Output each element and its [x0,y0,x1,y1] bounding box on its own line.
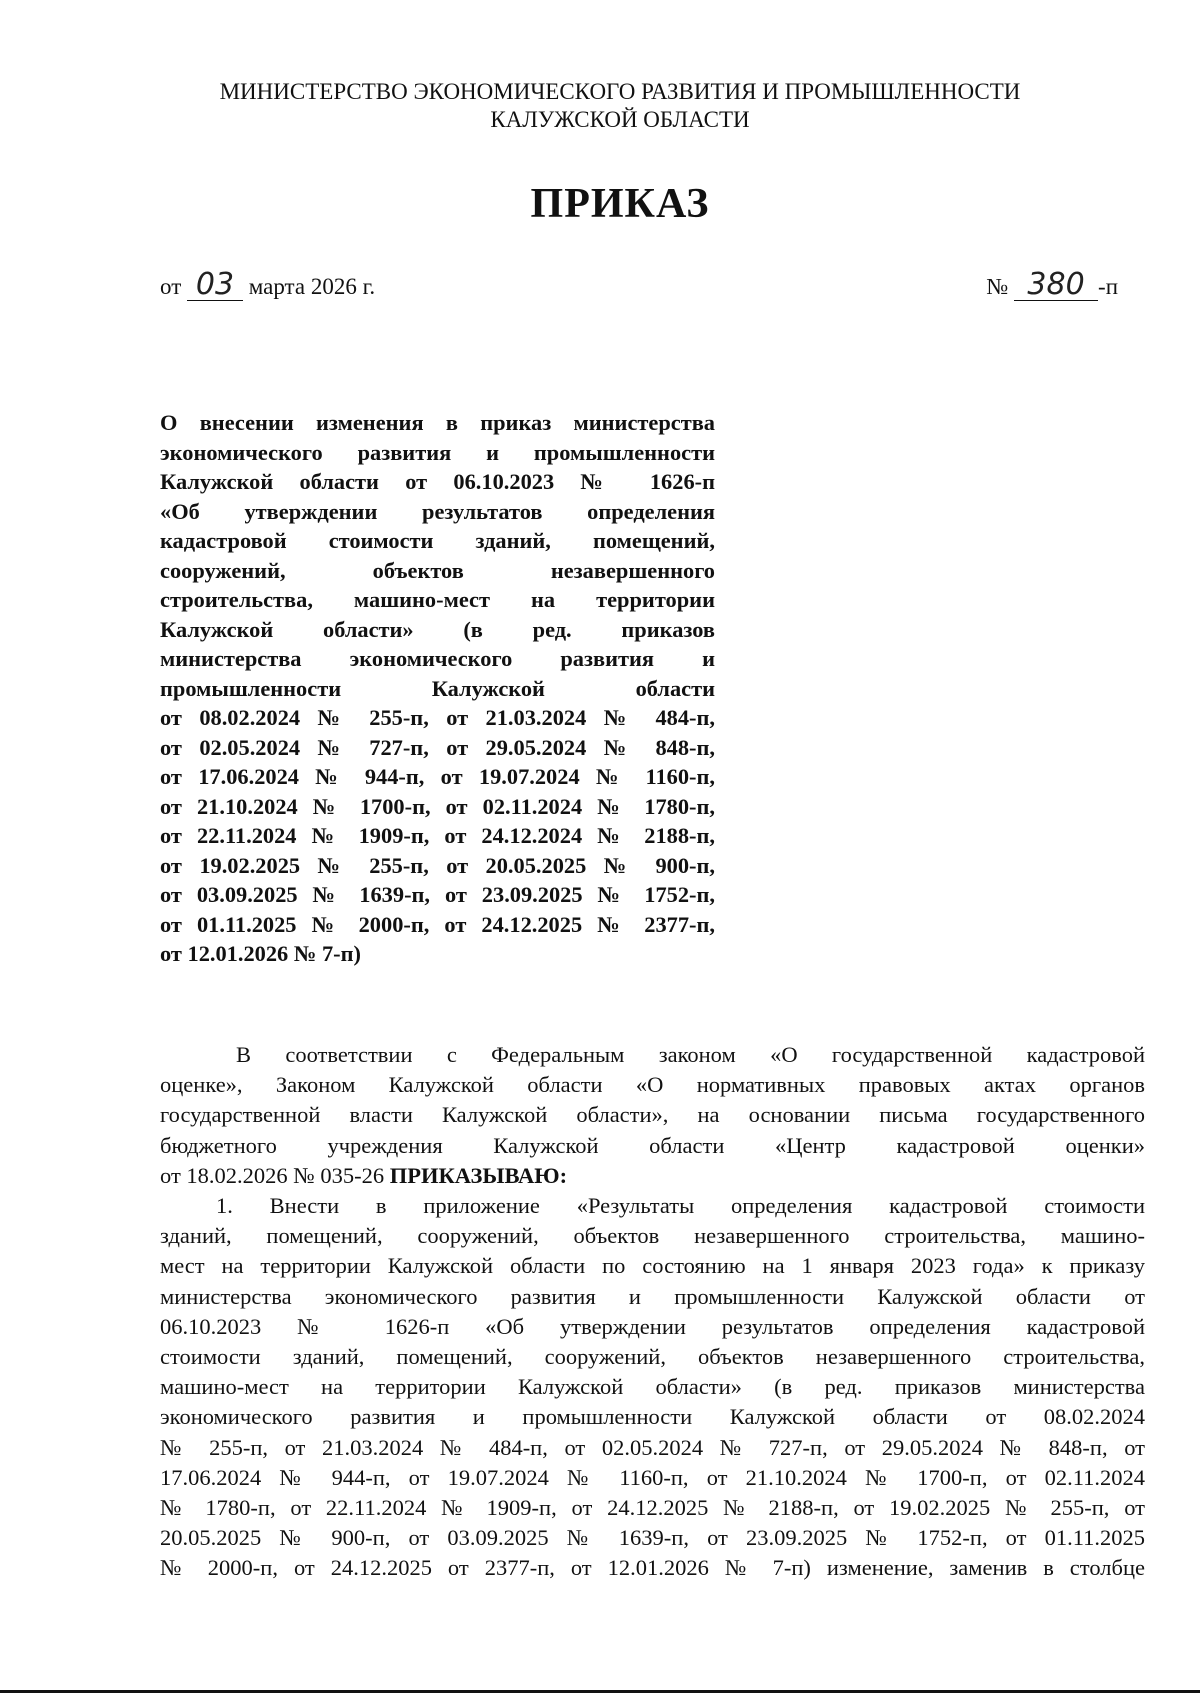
subject-line: строительства, машино-мест на территории [160,587,715,612]
subject-line: от 21.10.2024 № 1700-п, от 02.11.2024 № 1780-п, [160,793,715,819]
item-line: № 2000-п, от 24.12.2025 от 2377-п, от 12.01.2026 № 7-п) изменение, заменив в столбце [160,1555,1145,1581]
subject-line: промышленности Калужской области [160,675,715,701]
subject-line: О внесении изменения в приказ министерства [160,410,715,435]
subject-line: от 12.01.2026 № 7-п) [160,941,361,966]
item-line: 20.05.2025 № 900-п, от 03.09.2025 № 1639-п, от 23.09.2025 № 1752-п, от 01.11.2025 [160,1525,1145,1551]
subject-line: от 02.05.2024 № 727-п, от 29.05.2024 № 848-п, [160,734,715,760]
preamble-line: бюджетного учреждения Калужской области «Центр кадастровой оценки» [160,1132,1145,1158]
item-line: зданий, помещений, сооружений, объектов незавершенного строительства, машино- [160,1223,1145,1249]
subject-line: сооружений, объектов незавершенного [160,557,715,583]
subject-line: Калужской области» (в ред. приказов [160,616,715,642]
preamble-line: В соответствии с Федеральным законом «О государственной кадастровой [236,1042,1145,1067]
subject-line: от 19.02.2025 № 255-п, от 20.05.2025 № 900-п, [160,852,715,878]
item-line: № 1780-п, от 22.11.2024 № 1909-п, от 24.12.2025 № 2188-п, от 19.02.2025 № 255-п, от [160,1495,1145,1521]
number-suffix: -п [1098,274,1118,299]
subject-line: Калужской области от 06.10.2023 № 1626-п [160,469,715,494]
handwritten-day: 03 [187,270,243,301]
subject-line: от 01.11.2025 № 2000-п, от 24.12.2025 № 2377-п, [160,911,715,937]
number-prefix: № [986,274,1009,299]
order-date [160,267,376,302]
ministry-header [0,78,1200,134]
subject-line: от 08.02.2024 № 255-п, от 21.03.2024 № 484-п, [160,705,715,730]
subject-line: «Об утверждении результатов определения [160,498,715,524]
subject-line: от 17.06.2024 № 944-п, от 19.07.2024 № 1160-п, [160,764,715,789]
order-body [160,1040,1145,1584]
handwritten-number: 380 [1014,270,1098,301]
order-subject [160,408,715,969]
item-line: № 255-п, от 21.03.2024 № 484-п, от 02.05.2024 № 727-п, от 29.05.2024 № 848-п, от [160,1434,1145,1460]
date-prefix: от [160,274,182,299]
item-line: машино-мест на территории Калужской области» (в ред. приказов министерства [160,1374,1145,1400]
item-line: мест на территории Калужской области по состоянию на 1 января 2023 года» к приказу [160,1253,1145,1279]
preamble-line: оценке», Законом Калужской области «О нормативных правовых актах органов [160,1072,1145,1098]
preamble-line: государственной власти Калужской области», на основании письма государственного [160,1102,1145,1128]
subject-line: экономического развития и промышленности [160,439,715,465]
subject-line: министерства экономического развития и [160,646,715,671]
subject-line: кадастровой стоимости зданий, помещений, [160,528,715,553]
date-month-year: марта 2026 г. [248,274,376,299]
preamble-last-line [160,1161,1145,1191]
item-line: стоимости зданий, помещений, сооружений, объектов незавершенного строительства, [160,1344,1145,1370]
subject-line: от 22.11.2024 № 1909-п, от 24.12.2024 № 2188-п, [160,823,715,848]
order-title: ПРИКАЗ [530,181,710,227]
item-line: 1. Внести в приложение «Результаты определения кадастровой стоимости [216,1193,1145,1219]
page-bottom-edge [0,1690,1200,1693]
preamble-reference: от 18.02.2026 № 035-26 [160,1162,390,1188]
item-line: 06.10.2023 № 1626-п «Об утверждении результатов определения кадастровой [160,1313,1145,1339]
item-line: 17.06.2024 № 944-п, от 19.07.2024 № 1160-п, от 21.10.2024 № 1700-п, от 02.11.2024 [160,1464,1145,1490]
subject-line: от 03.09.2025 № 1639-п, от 23.09.2025 № 1752-п, [160,882,715,907]
order-directive: ПРИКАЗЫВАЮ: [389,1162,568,1188]
ministry-region-line: КАЛУЖСКОЙ ОБЛАСТИ [490,107,750,132]
order-number [986,267,1118,302]
item-line: экономического развития и промышленности Калужской области от 08.02.2024 [160,1404,1145,1430]
ministry-name-line: МИНИСТЕРСТВО ЭКОНОМИЧЕСКОГО РАЗВИТИЯ И ПРОМЫШЛЕННОСТИ [219,79,1021,104]
item-line: министерства экономического развития и промышленности Калужской области от [160,1283,1145,1309]
